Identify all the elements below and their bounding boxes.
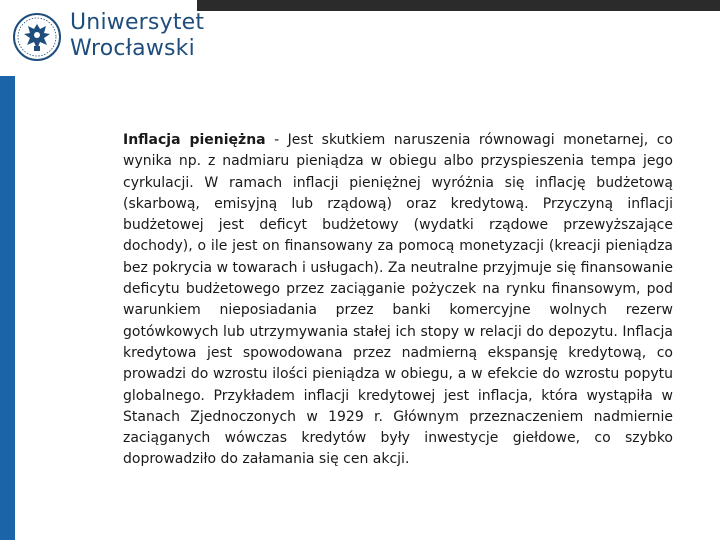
- top-bar: [197, 0, 720, 11]
- body-text: - Jest skutkiem naruszenia równowagi monetarnej, co wynika np. z nadmiaru pieniądza w obiegu albo przyspieszenia tempa jego cyrkulacji. W ramach inflacji pieniężnej wyróżnia się inflację budżetową (skarbową, emisyjną lub rządową) oraz kredytową. Przyczyną inflacji budżetowej jest deficyt budżetowy (wydatki rządowe przewyższające dochody), o ile jest on finansowany za pomocą monetyzacji (kreacji pieniądza bez pokrycia w towarach i usługach). Za neutralne przyjmuje się finansowanie deficytu budżetowego przez zaciąganie pożyczek na rynku finansowym, pod warunkiem nieposiadania przez banki komercyjne wolnych rezerw gotówkowych lub utrzymywania stałej ich stopy w relacji do depozytu. Inflacja kredytowa jest spowodowana przez nadmierną ekspansję kredytową, co prowadzi do wzrostu ilości pieniądza w obiegu, a w efekcie do wzrostu popytu globalnego. Przykładem inflacji kredytowej jest inflacja, która wystąpiła w Stanach Zjednoczonych w 1929 r. Głównym przeznaczeniem nadmiernie zaciąganych wówczas kredytów były inwestycje giełdowe, co szybko doprowadziło do załamania się cen akcji.: [123, 132, 673, 468]
- university-logo: [0, 0, 205, 76]
- university-name-line2: Wrocławski: [70, 36, 195, 61]
- university-name-line1: Uniwersytet: [70, 10, 205, 35]
- side-bar: [0, 76, 15, 540]
- main-text: [123, 130, 673, 471]
- term-heading: Inflacja pieniężna: [123, 132, 266, 148]
- university-name: [70, 10, 204, 62]
- university-eagle-emblem-icon: [12, 12, 62, 62]
